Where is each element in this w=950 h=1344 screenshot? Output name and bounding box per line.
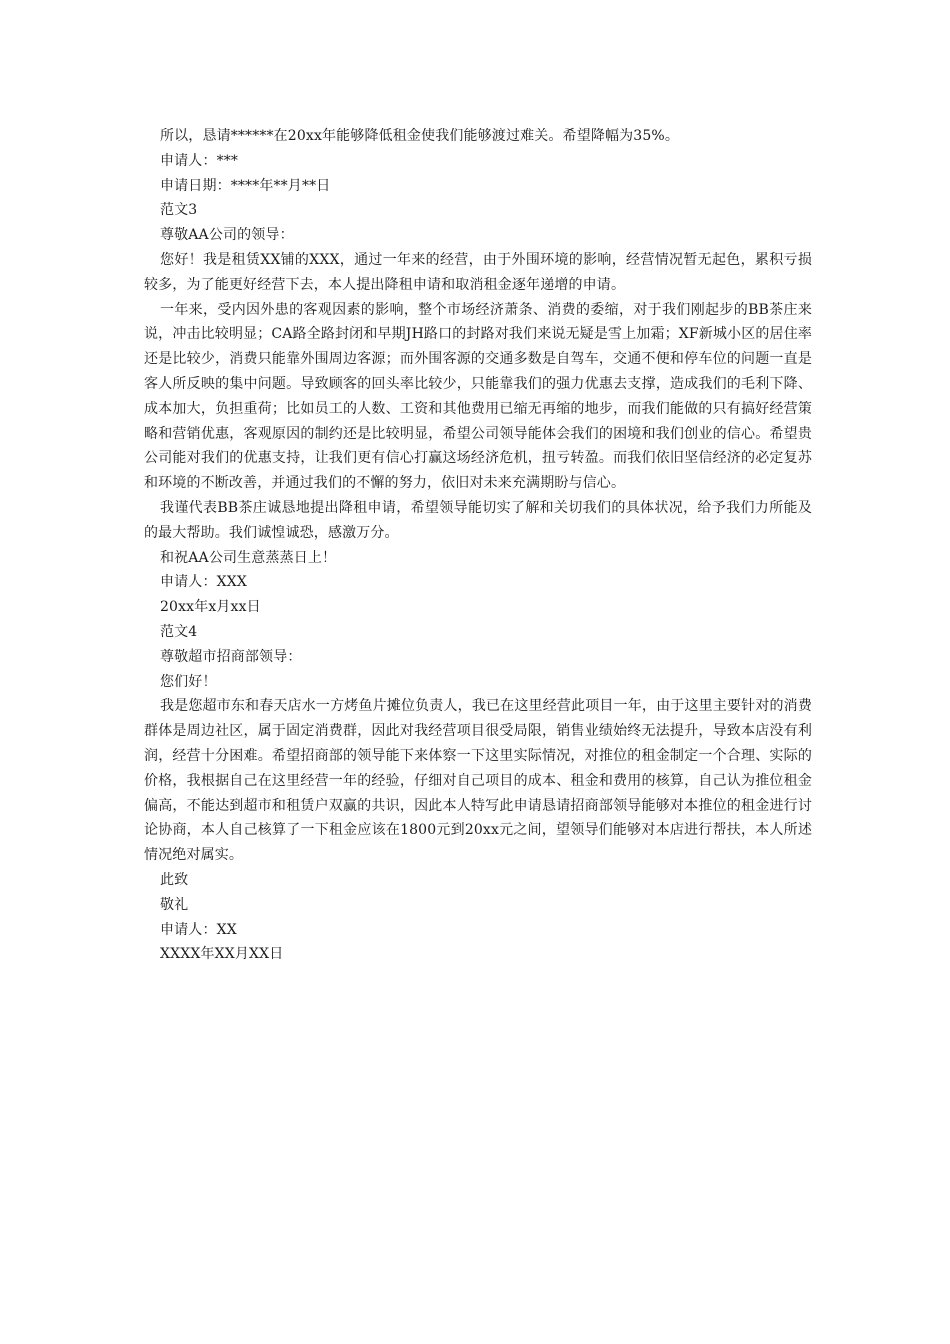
paragraph-applicant: 申请人：*** <box>160 152 239 169</box>
paragraph-body: 我是您超市东和春天店水一方烤鱼片摊位负责人，我已在这里经营此项目一年，由于这里主要针对的消费群体是周边社区，属于固定消费群，因此对我经营项目很受局限，销售业绩始终无法提升，导致本店没有利润，经营十分困难。希望招商部的领导能下来体察一下这里实际情况，对推位的租金制定一个合理、实际的价格，我根据自己在这里经营一年的经验，仔细对自己项目的成本、租金和费用的核算，自己认为推位租金偏高，不能达到超市和租赁户双赢的共识，因此本人特写此申请恳请招商部领导能够对本推位的租金进行讨论协商，本人自己核算了一下租金应该在1800元到20xx元之间，望领导们能够对本店进行帮扶，本人所述情况绝对属实。 <box>144 698 812 864</box>
paragraph-wishes: 和祝AA公司生意蒸蒸日上！ <box>160 549 337 566</box>
paragraph-salutation: 尊敬超市招商部领导： <box>160 648 302 665</box>
paragraph-greeting: 您们好！ <box>160 673 217 690</box>
paragraph-regards: 敬礼 <box>160 896 189 913</box>
paragraph-request-closing: 所以，恳请******在20xx年能够降低租金使我们能够渡过难关。希望降幅为35%。 <box>160 128 680 144</box>
paragraph-greeting: 您好！我是租赁XX铺的XXX，通过一年来的经营，由于外围环境的影响，经营情况暂无起色，累积亏损较多，为了能更好经营下去，本人提出降租申请和取消租金逐年递增的申请。 <box>144 251 812 293</box>
document-body <box>144 124 812 967</box>
section-heading-sample-4: 范文4 <box>160 623 198 640</box>
paragraph-closing: 此致 <box>160 871 189 888</box>
paragraph-salutation: 尊敬AA公司的领导： <box>160 227 294 244</box>
paragraph-request: 我谨代表BB茶庄诚恳地提出降租申请，希望领导能切实了解和关切我们的具体状况，给予我们力所能及的最大帮助。我们诚惶诚恐，感激万分。 <box>144 499 812 541</box>
paragraph-applicant: 申请人：XX <box>160 921 237 938</box>
paragraph-date: 20xx年x月xx日 <box>160 599 261 616</box>
section-heading-sample-3: 范文3 <box>160 202 198 219</box>
paragraph-date: XXXX年XX月XX日 <box>160 946 284 963</box>
paragraph-application-date: 申请日期：****年**月**日 <box>160 177 331 194</box>
paragraph-applicant: 申请人：XXX <box>160 574 247 591</box>
paragraph-body: 一年来，受内因外患的客观因素的影响，整个市场经济萧条、消费的委缩，对于我们刚起步的BB茶庄来说，冲击比较明显；CA路全路封闭和早期JH路口的封路对我们来说无疑是雪上加霜；XF新城小区的居住率还是比较少，消费只能靠外围周边客源；而外围客源的交通多数是自驾车，交通不便和停车位的问题一直是客人所反映的集中问题。导致顾客的回头率比较少，只能靠我们的强力优惠去支撑，造成我们的毛利下降、成本加大，负担重荷；比如员工的人数、工资和其他费用已缩无再缩的地步，而我们能做的只有搞好经营策略和营销优惠，客观原因的制约还是比较明显，希望公司领导能体会我们的困境和我们创业的信心。希望贵公司能对我们的优惠支持，让我们更有信心打赢这场经济危机，扭亏转盈。而我们依旧坚信经济的必定复苏和环境的不断改善，并通过我们的不懈的努力，依旧对未来充满期盼与信心。 <box>144 301 812 492</box>
